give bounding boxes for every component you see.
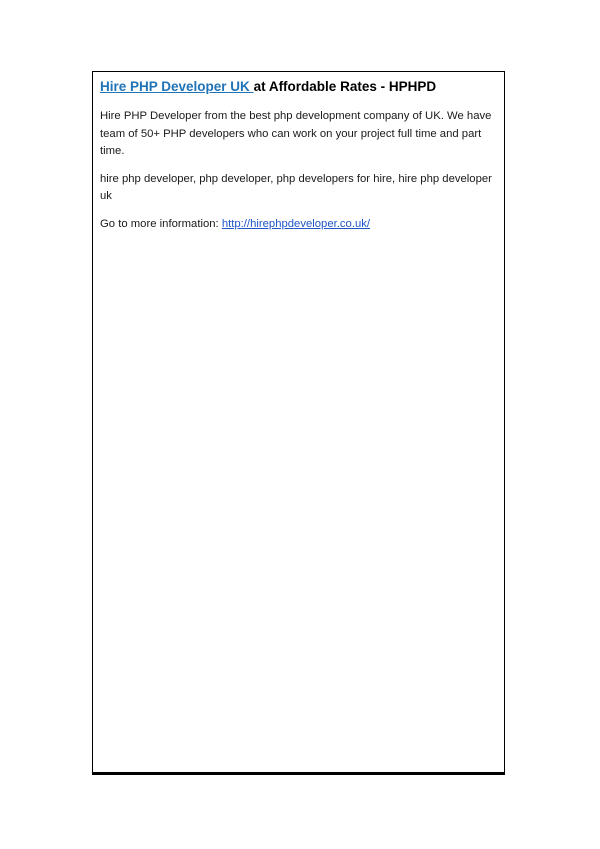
- website-link[interactable]: http://hirephpdeveloper.co.uk/: [221, 217, 371, 230]
- more-info-paragraph: [100, 216, 500, 234]
- page-title: [100, 78, 500, 96]
- more-info-label: Go to more information:: [100, 217, 222, 230]
- keywords-paragraph: hire php developer, php developer, php developers for hire, hire php developer uk: [100, 172, 492, 202]
- frame-bottom-rule: [92, 772, 505, 775]
- document-content: [100, 78, 500, 243]
- title-link[interactable]: Hire PHP Developer UK: [100, 79, 254, 94]
- description-paragraph: Hire PHP Developer from the best php development company of UK. We have team of 50+ PHP developers who can work on your project full time and part time.: [100, 110, 492, 157]
- title-rest: at Affordable Rates - HPHPD: [253, 79, 437, 94]
